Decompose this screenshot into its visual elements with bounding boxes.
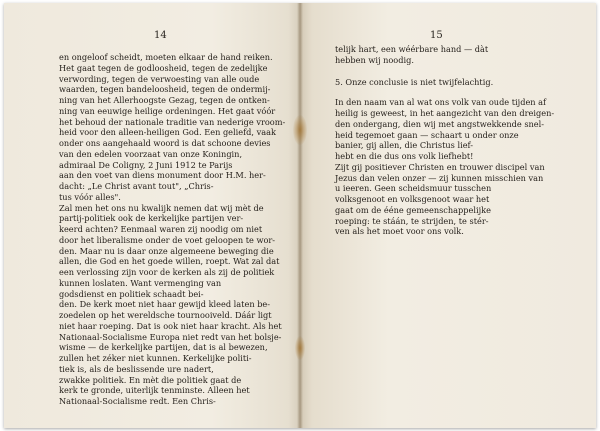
book-gutter	[297, 3, 303, 428]
text-line: den. Maar nu is daar onze algemeene beweging die	[59, 245, 274, 256]
text-line: verwording, tegen de verwoesting van alle oude	[59, 73, 260, 84]
text-line: Nationaal-Socialisme Europa niet redt van het bolsje-	[59, 331, 282, 342]
text-line: heid voor den alleen-heiligen God. Een geliefd, vaak	[59, 127, 276, 138]
text-line: den ondergang, dien wij met angstwekkende snel-	[335, 118, 545, 129]
text-line: allen, die God en het goede willen, roept. Wat zal dat	[59, 256, 280, 267]
text-line: hebt en die dus ons volk liefhebt!	[335, 151, 474, 161]
text-line: dacht: „Le Christ avant tout", „Chris-	[59, 181, 214, 191]
rust-stain-upper	[293, 115, 307, 145]
text-line: Nationaal-Socialisme redt. Een Chris-	[59, 396, 216, 406]
text-line: een verlossing zijn voor de kerken als zij de politiek	[59, 267, 275, 277]
text-line: van den edelen voorzaat van onze Koningin,	[59, 148, 243, 159]
book-spread	[4, 3, 596, 428]
text-line: In den naam van al wat ons volk van oude tijden af	[335, 97, 547, 108]
text-line: Het gaat tegen de godloosheid, tegen de zedelijke	[59, 62, 268, 73]
right-page-text	[335, 44, 567, 237]
text-line: heid tegemoet gaan — schaart u onder onze	[335, 129, 519, 140]
left-page-text	[59, 52, 289, 407]
text-line: niet haar roeping. Dat is ook niet haar kracht. Als het	[59, 320, 282, 331]
page-number-right: 15	[430, 30, 443, 41]
text-line: banier, gij allen, die Christus lief-	[335, 140, 474, 151]
page-number-left: 14	[154, 30, 167, 41]
text-line: gaat om de ééne gemeenschappelijke	[335, 204, 491, 215]
text-line: ven als het moet voor ons volk.	[335, 226, 464, 237]
text-line: zoedelen op het wereldsche tournooiveld. Dáár ligt	[59, 310, 272, 320]
text-line: volksgenoot en volksgenoot waar het	[335, 194, 490, 204]
section-heading: 5. Onze conclusie is niet twijfelachtig.	[335, 76, 494, 87]
text-line: kunnen loslaten. Want vermenging van	[59, 277, 222, 288]
text-line: onder ons aangehaald woord is dat schoone devies	[59, 138, 271, 148]
text-line: het behoud der nationale traditie van nederige vroom-	[59, 116, 286, 127]
text-line: partij-politiek ook de kerkelijke partijen ver-	[59, 213, 244, 224]
left-page	[4, 3, 300, 428]
text-line: en ongeloof scheidt, moeten elkaar de hand reiken.	[59, 52, 273, 62]
text-line: admiraal De Coligny, 2 Juni 1912 te Parijs	[59, 159, 233, 170]
text-line: den. De kerk moet niet haar gewijd kleed laten be-	[59, 299, 271, 310]
text-line: door het liberalisme onder de voet geloopen te wor-	[59, 234, 276, 245]
text-line: hebben wij noodig.	[335, 54, 414, 65]
text-line: zullen het zéker niet kunnen. Kerkelijke politi-	[59, 353, 252, 363]
text-line: telijk hart, een wéérbare hand — dàt	[335, 44, 489, 54]
text-line: Zijt gij positiever Christen en trouwer discipel van	[335, 161, 545, 172]
text-line: Jezus dan velen onzer — zij kunnen misschien van	[335, 172, 544, 183]
text-line: ning van eeuwige heilige ordeningen. Het gaat vóór	[59, 105, 276, 116]
text-line: godsdienst en politiek schaadt bei-	[59, 288, 204, 299]
text-line: roeping: te stáán, te strijden, te stér-	[335, 215, 489, 226]
text-line: zwakke politiek. En mèt die politiek gaat de	[59, 374, 242, 385]
text-line: tus vóór alles".	[59, 191, 121, 202]
text-line: ning van het Allerhoogste Gezag, tegen de ontken-	[59, 95, 270, 105]
right-page	[300, 3, 596, 428]
text-line: wisme — de kerkelijke partijen, dat is al bewezen,	[59, 342, 268, 353]
text-line: keerd achten? Eenmaal waren zij noodig om niet	[59, 224, 263, 234]
text-line: Zal men het ons nu kwalijk nemen dat wij mèt de	[59, 202, 264, 213]
text-line: tiek is, als de beslissende ure nadert,	[59, 363, 214, 374]
rust-stain-lower	[295, 336, 305, 360]
text-line: waarden, tegen bandeloosheid, tegen de ondermij-	[59, 84, 271, 95]
text-line: aan den voet van diens monument door H.M. her-	[59, 170, 266, 181]
text-line: kerk te gronde, uiterlijk tenminste. Alleen het	[59, 385, 250, 396]
text-line: u ieeren. Geen scheidsmuur tusschen	[335, 183, 492, 194]
text-line: heilig is geweest, in het aangezicht van den dreigen-	[335, 108, 555, 118]
